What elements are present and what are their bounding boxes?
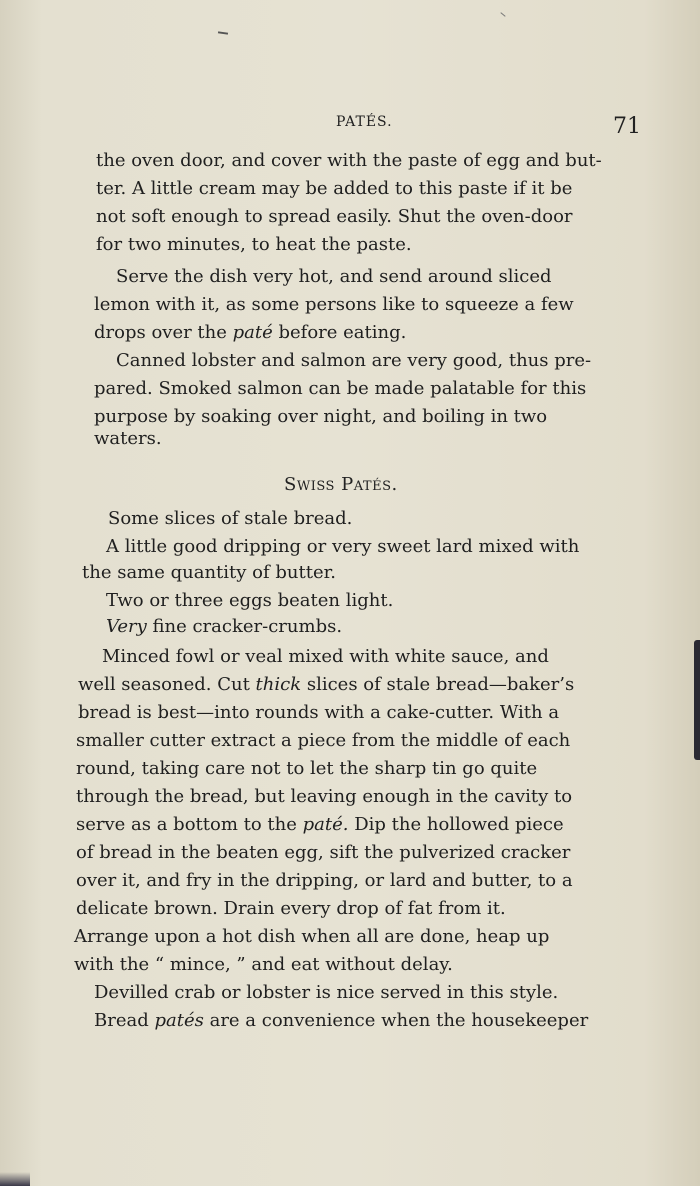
section-heading: Swiss Patés.: [284, 474, 398, 495]
italic-run: paté: [232, 322, 273, 343]
text-line: Arrange upon a hot dish when all are done, heap up: [74, 926, 550, 947]
text-line: [78, 672, 574, 698]
text-line: the oven door, and cover with the paste of egg and but-: [96, 150, 602, 171]
text-line: of bread in the beaten egg, sift the pulverized cracker: [76, 842, 571, 863]
text-line: [94, 1008, 588, 1034]
text-line: over it, and fry in the dripping, or lard and butter, to a: [76, 870, 573, 891]
text-line: round, taking care not to let the sharp tin go quite: [76, 758, 538, 779]
text-line: bread is best—into rounds with a cake-cutter. With a: [78, 702, 560, 723]
ingredient-line: the same quantity of butter.: [82, 562, 336, 583]
page-number: 71: [613, 114, 641, 139]
text-line: ter. A little cream may be added to this paste if it be: [96, 178, 573, 199]
ingredient-line: Some slices of stale bread.: [108, 508, 353, 529]
text-line: Serve the dish very hot, and send around sliced: [116, 266, 552, 287]
text-run: drops over the: [94, 322, 233, 343]
text-line: lemon with it, as some persons like to squeeze a few: [94, 294, 574, 315]
italic-run: thick: [255, 674, 302, 695]
running-head: PATÉS.: [336, 114, 393, 130]
italic-run: patés: [154, 1010, 204, 1031]
text-line: for two minutes, to heat the paste.: [96, 234, 412, 255]
text-line: pared. Smoked salmon can be made palatable for this: [94, 378, 587, 399]
text-run: before eating.: [272, 322, 407, 343]
text-run: are a convenience when the housekeeper: [203, 1010, 589, 1031]
text-line: Devilled crab or lobster is nice served in this style.: [94, 982, 559, 1003]
text-line: with the “ mince, ” and eat without delay.: [74, 954, 453, 975]
text-line: Canned lobster and salmon are very good, thus pre-: [116, 350, 592, 371]
italic-run: paté.: [302, 814, 349, 835]
text-line: waters.: [94, 428, 162, 449]
text-run: well seasoned. Cut: [78, 674, 256, 695]
ingredient-line: Two or three eggs beaten light.: [106, 590, 394, 611]
text-line: [76, 812, 564, 838]
text-run: serve as a bottom to the: [76, 814, 303, 835]
text-line: not soft enough to spread easily. Shut the oven-door: [96, 206, 573, 227]
text-run: Bread: [94, 1010, 155, 1031]
text-run: Dip the hollowed piece: [348, 814, 564, 835]
text-line: delicate brown. Drain every drop of fat from it.: [76, 898, 506, 919]
ingredient-line: [106, 614, 342, 640]
text-line: smaller cutter extract a piece from the middle of each: [76, 730, 571, 751]
text-line: through the bread, but leaving enough in the cavity to: [76, 786, 573, 807]
text-line: Minced fowl or veal mixed with white sauce, and: [102, 646, 549, 667]
italic-run: Very: [106, 616, 147, 637]
ingredient-line: A little good dripping or very sweet lard mixed with: [106, 536, 580, 557]
text-line: purpose by soaking over night, and boiling in two: [94, 406, 548, 427]
text-run: fine cracker-crumbs.: [146, 616, 343, 637]
text-line: [94, 320, 406, 346]
text-run: slices of stale bread—baker’s: [301, 674, 575, 695]
